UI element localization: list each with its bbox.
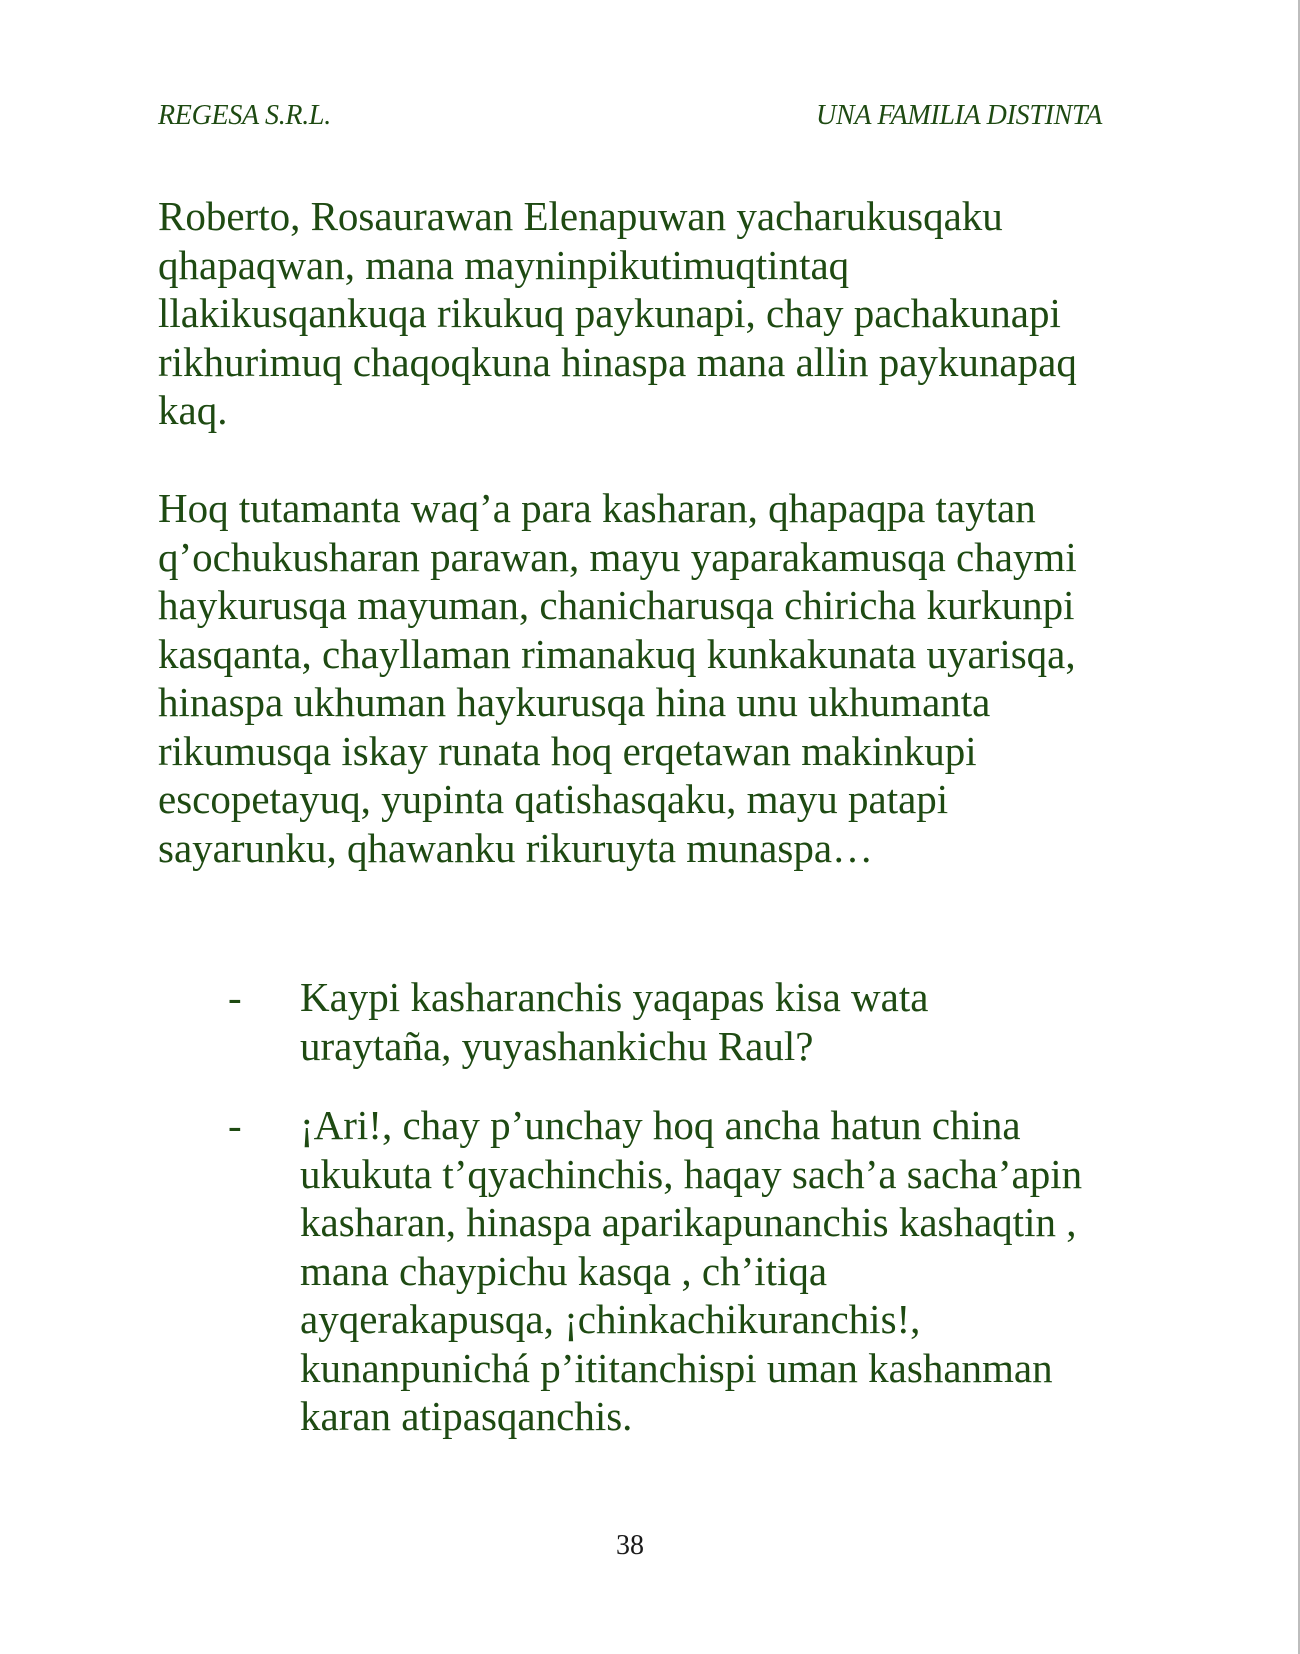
page-number: 38 xyxy=(616,1530,644,1561)
header-book-title: UNA FAMILIA DISTINTA xyxy=(816,100,1102,131)
header-publisher: REGESA S.R.L. xyxy=(158,100,331,131)
dialogue-text: ¡Ari!, chay p’unchay hoq ancha hatun china ukukuta t’qyachinchis, haqay sach’a sacha’apin kasharan, hinaspa aparikapunanchis kashaqtin , mana chaypichu kasqa , ch’itiqa ayqerakapusqa, ¡chinkachikuranchis!, kunanpunichá p’ititanchispi uman kashanman karan atipasqanchis. xyxy=(300,1102,1083,1439)
body-paragraph: Hoq tutamanta waq’a para kasharan, qhapaqpa taytan q’ochukusharan parawan, mayu yaparakamusqa chaymi haykurusqa mayuman, chanicharusqa chiricha kurkunpi kasqanta, chayllaman rimanakuq kunkakunata uyarisqa, hinaspa ukhuman haykurusqa hina unu ukhumanta rikumusqa iskay runata hoq erqetawan makinkupi escopetayuq, yupinta qatishasqaku, mayu patapi sayarunku, qhawanku rikuruyta munaspa… xyxy=(158,485,1077,871)
body-paragraph: Roberto, Rosaurawan Elenapuwan yacharukusqaku qhapaqwan, mana mayninpikutimuqtintaq llakikusqankuqa rikukuq paykunapi, chay pachakunapi rikhurimuq chaqoqkuna hinaspa mana allin paykunapaq kaq. xyxy=(158,193,1077,433)
dialogue-dash: - xyxy=(228,1102,242,1148)
dialogue-text: Kaypi kasharanchis yaqapas kisa wata uraytaña, yuyashankichu Raul? xyxy=(300,974,929,1069)
running-header xyxy=(158,100,1102,140)
dialogue-dash: - xyxy=(228,974,242,1020)
